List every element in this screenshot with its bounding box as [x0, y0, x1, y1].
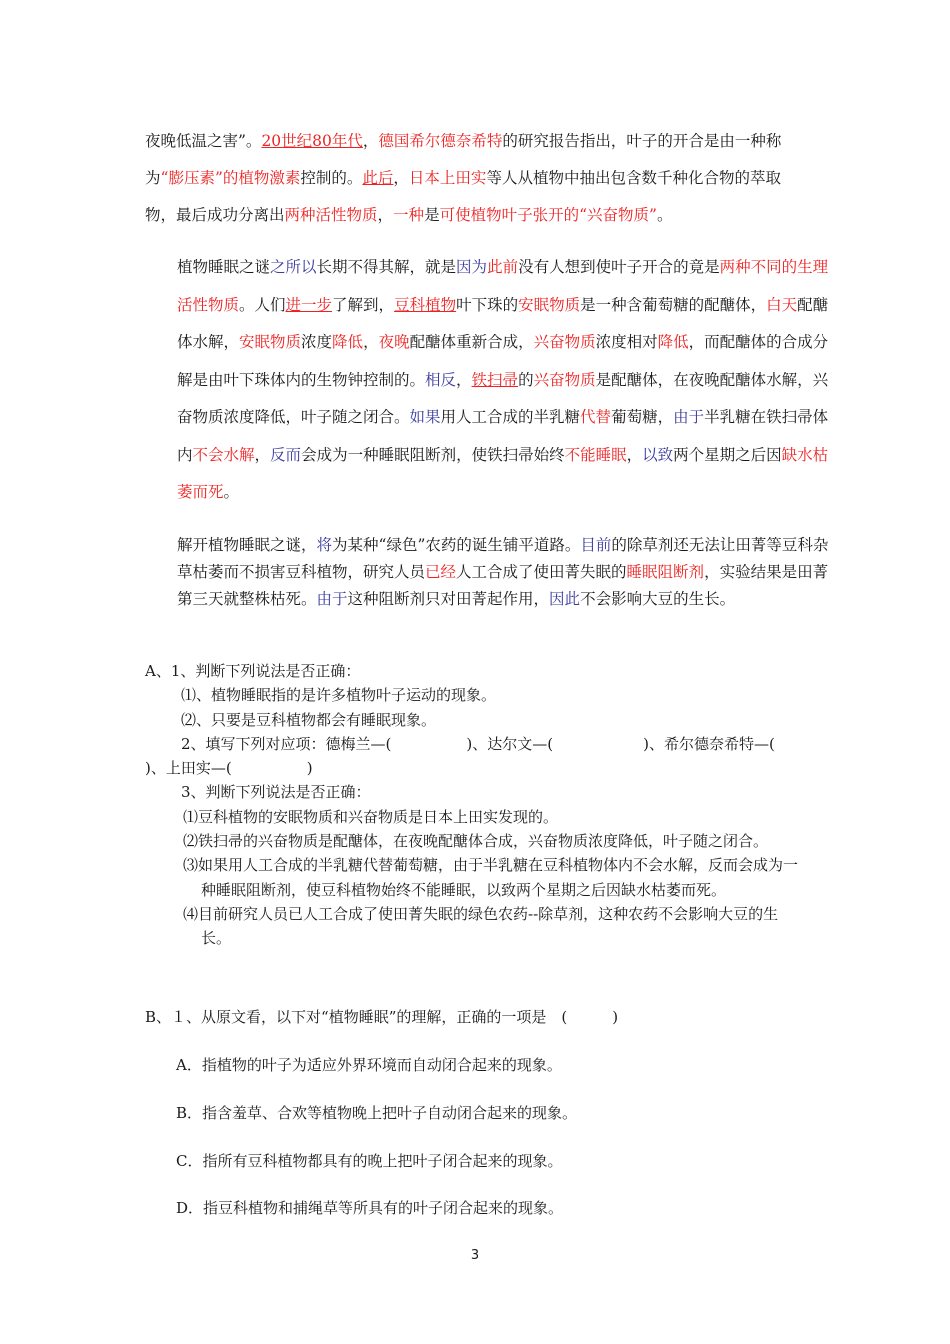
text-run: ， — [377, 206, 394, 224]
text-run: 配醣体重新合成， — [409, 333, 534, 351]
text-run: 睡眠阻断剂 — [626, 563, 705, 581]
option-a: A．指植物的叶子为适应外界环境而自动闭合起来的现象。 — [176, 1056, 562, 1074]
text-run: 两种活性物质 — [284, 206, 378, 224]
text-run: ，实验结果是田菁第三天就整株枯死。 — [177, 563, 829, 608]
text-run: 相反 — [425, 370, 457, 389]
question-a1-item2: ⑵、只要是豆科植物都会有睡眠现象。 — [181, 710, 437, 729]
question-a3-item2: ⑵铁扫帚的兴奋物质是配醣体，在夜晚配醣体合成，兴奋物质浓度降低，叶子随之闭合。 — [183, 832, 769, 851]
text-run: 叶下珠的 — [456, 295, 519, 314]
question-a2: 2、填写下列对应项：德梅兰—( )、达尔文—( )、希尔德奈希特—( — [181, 734, 775, 753]
question-a3-item1: ⑴豆科植物的安眠物质和兴奋物质是日本上田实发现的。 — [183, 807, 559, 826]
text-run: ， — [393, 169, 409, 187]
text-run: ， — [362, 132, 379, 150]
text-run: 等人从植物中抽出包含数千种化合物的萃取物，最后成功分离出 — [145, 169, 781, 224]
question-b1: B、１、从原文看，以下对“植物睡眠”的理解，正确的一项是 ( ) — [145, 1008, 619, 1026]
text-run: 一种 — [393, 206, 425, 224]
text-run: ，而配醣体的合成分解是由叶下珠体内的生物钟控制的。 — [177, 333, 829, 389]
text-run: 进一步 — [285, 295, 333, 314]
text-run: 夜晚 — [378, 333, 410, 351]
text-run: 的研究报告指出，叶子的开合是由一种称为 — [145, 132, 782, 187]
text-run: 两种不同的生理活性物质 — [177, 258, 829, 314]
text-run: 缺水枯萎而死 — [177, 445, 829, 501]
text-run: “膨压素”的植物激素 — [160, 169, 301, 187]
text-run: 铁扫帚 — [471, 370, 519, 389]
text-run: 白天 — [766, 295, 798, 314]
text-run: 日本上田实 — [408, 169, 487, 187]
text-run: 为某种“绿色”农药的诞生铺平道路。 — [332, 536, 581, 554]
text-run: 了解到， — [332, 295, 395, 314]
text-run: 因为 — [456, 258, 488, 276]
text-run: 不会水解 — [192, 445, 255, 464]
text-run: 此后 — [362, 169, 394, 187]
text-run: 不能睡眠 — [564, 445, 627, 464]
text-run: 反而 — [270, 445, 302, 464]
text-run: 半乳糖在铁扫帚体内 — [177, 408, 829, 464]
text-run: 人工合成了使田菁失眠的 — [456, 563, 627, 581]
text-run: 会成为一种睡眠阻断剂，使铁扫帚始终 — [301, 445, 565, 464]
text-run: ， — [626, 445, 643, 464]
option-c: C．指所有豆科植物都具有的晚上把叶子闭合起来的现象。 — [176, 1152, 563, 1170]
text-run: 由于 — [316, 590, 348, 608]
question-a3: 3、判断下列说法是否正确： — [181, 783, 371, 802]
text-run: 。 — [223, 483, 240, 501]
question-a3-item4: ⑷目前研究人员已人工合成了使田菁失眠的绿色农药--除草剂，这种农药不会影响大豆的生长。 — [183, 904, 779, 948]
text-run: 解开植物睡眠之谜， — [177, 536, 317, 554]
paragraph-hormone-history — [145, 123, 811, 234]
text-run: 代替 — [580, 408, 612, 426]
text-run: 夜晚低温之害”。 — [145, 132, 262, 150]
paragraph-green-pesticide — [145, 532, 843, 613]
page-number: 3 — [470, 1248, 480, 1263]
text-run: 配醣体水解， — [177, 295, 829, 351]
text-run: 用人工合成的半乳糖 — [440, 408, 581, 426]
text-run: 是一种含葡萄糖的配醣体， — [580, 295, 767, 314]
text-run: 降低 — [332, 333, 364, 351]
text-run: 是配醣体，在夜晚配醣体水解，兴奋物质浓度降低，叶子随之闭合。 — [177, 370, 829, 426]
text-run: 由于 — [673, 408, 705, 426]
text-run: 葡萄糖， — [611, 408, 674, 426]
text-run: 德国希尔德奈希特 — [378, 132, 503, 150]
question-a2-continued: )、上田实—( ) — [145, 759, 313, 778]
text-run: 已经 — [425, 563, 457, 581]
question-a1-item1: ⑴、植物睡眠指的是许多植物叶子运动的现象。 — [181, 686, 497, 705]
text-run: 不会影响大豆的生长。 — [580, 590, 736, 608]
text-run: 以致 — [642, 445, 674, 464]
text-run: ， — [254, 445, 271, 464]
text-run: 控制的。 — [300, 169, 363, 187]
text-run: ， — [363, 333, 379, 351]
text-run: 。 — [656, 206, 673, 224]
text-run: 浓度 — [301, 333, 333, 351]
text-run: 两个星期之后因 — [673, 445, 782, 464]
text-run: 可使植物叶子张开的“兴奋物质” — [439, 206, 657, 224]
question-a3-item3: ⑶如果用人工合成的半乳糖代替葡萄糖，由于半乳糖在豆科植物体内不会水解，反而会成为一种睡眠阻断剂，使豆科植物始终不能睡眠，以致两个星期之后因缺水枯萎而死。 — [183, 856, 799, 899]
text-run: 如果 — [409, 408, 441, 426]
text-run: 此前 — [487, 258, 519, 276]
text-run: 浓度相对 — [595, 333, 658, 351]
text-run: 因此 — [549, 590, 581, 608]
text-run: 的 — [518, 370, 534, 389]
text-run: 的除草剂还无法让田菁等豆科杂草枯萎而不损害豆科植物，研究人员 — [177, 536, 829, 581]
text-run: 安眠物质 — [518, 295, 581, 314]
text-run: 是 — [424, 206, 440, 224]
text-run: 之所以 — [270, 258, 317, 276]
text-run: 这种阻断剂只对田菁起作用， — [347, 590, 550, 608]
text-run: 降低 — [657, 333, 689, 351]
text-run: 20世纪80年代 — [261, 132, 363, 150]
text-run: 没有人想到使叶子开合的竟是 — [518, 258, 720, 276]
text-run: 豆科植物 — [394, 295, 457, 314]
text-run: 目前 — [580, 536, 612, 554]
text-run: 植物睡眠之谜 — [177, 258, 271, 276]
text-run: ， — [456, 370, 472, 389]
option-b: B．指含羞草、合欢等植物晚上把叶子自动闭合起来的现象。 — [176, 1104, 578, 1122]
text-run: 兴奋物质 — [533, 333, 596, 351]
paragraph-sleep-mystery — [145, 249, 843, 512]
text-run: 兴奋物质 — [533, 370, 596, 389]
question-a1: A、1、判断下列说法是否正确： — [145, 662, 361, 680]
text-run: 长期不得其解，就是 — [316, 258, 457, 276]
text-run: 将 — [316, 536, 333, 554]
text-run: 安眠物质 — [239, 333, 302, 351]
text-run: 。人们 — [239, 295, 286, 314]
section-a-questions — [145, 659, 825, 951]
option-d: D．指豆科植物和捕绳草等所具有的叶子闭合起来的现象。 — [176, 1199, 564, 1217]
